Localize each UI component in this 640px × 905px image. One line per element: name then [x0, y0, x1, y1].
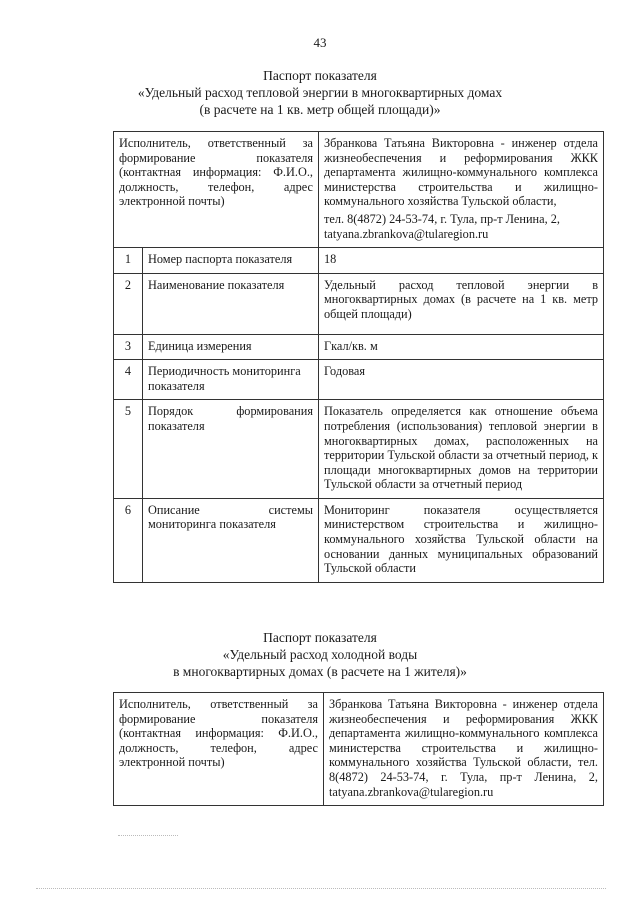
executor-row: [114, 693, 604, 806]
row-value: Удельный расход тепловой энергии в многоквартирных домах (в расчете на 1 кв. метр общей площади): [319, 273, 604, 334]
passport-1-table: [113, 131, 604, 583]
table-row: [114, 273, 604, 334]
row-label: Номер паспорта показателя: [143, 248, 319, 274]
executor-label: Исполнитель, ответственный за формирование показателя (контактная информация: Ф.И.О., должность, телефон, адрес электронной почты): [114, 693, 324, 806]
row-label: Наименование показателя: [143, 273, 319, 334]
table-row: [114, 498, 604, 582]
table-row: [114, 360, 604, 400]
scan-mark: [118, 835, 178, 836]
executor-contacts: тел. 8(4872) 24-53-74, г. Тула, пр-т Ленина, 2,: [324, 211, 560, 226]
executor-value: Збранкова Татьяна Викторовна - инженер отдела жизнеобеспечения и реформирования ЖКК департамента жилищно-коммунального комплекса министерства строительства и жилищно-коммунального хозяйства Тульской области, тел. 8(4872) 24-53-74, г. Тула, пр-т Ленина, 2, tatyana.zbrankova@tularegion.ru: [324, 693, 604, 806]
title-line: в многоквартирных домах (в расчете на 1 жителя)»: [173, 664, 467, 679]
row-number: 4: [114, 360, 143, 400]
title-line: Паспорт показателя: [263, 68, 377, 83]
row-value: Гкал/кв. м: [319, 334, 604, 360]
row-value: Годовая: [319, 360, 604, 400]
table-row: [114, 400, 604, 499]
passport-1-title: [0, 67, 640, 118]
row-label: Единица измерения: [143, 334, 319, 360]
row-value: Мониторинг показателя осуществляется министерством строительства и жилищно-коммунального хозяйства Тульской области на основании данных муниципальных образований Тульской области: [319, 498, 604, 582]
row-label: Описание системы мониторинга показателя: [143, 498, 319, 582]
passport-2-table: [113, 692, 604, 806]
title-line: «Удельный расход холодной воды: [222, 647, 418, 662]
executor-email: tatyana.zbrankova@tularegion.ru: [324, 226, 489, 241]
row-number: 6: [114, 498, 143, 582]
row-number: 3: [114, 334, 143, 360]
executor-label: Исполнитель, ответственный за формирование показателя (контактная информация: Ф.И.О., должность, телефон, адрес электронной почты): [114, 132, 319, 248]
row-number: 5: [114, 400, 143, 499]
row-number: 2: [114, 273, 143, 334]
row-value: 18: [319, 248, 604, 274]
title-line: (в расчете на 1 кв. метр общей площади)»: [199, 102, 441, 117]
passport-2-title: [0, 629, 640, 680]
row-label: Периодичность мониторинга показателя: [143, 360, 319, 400]
row-label: Порядок формирования показателя: [143, 400, 319, 499]
table-row: [114, 248, 604, 274]
scan-footer-line: [36, 888, 606, 889]
title-line: Паспорт показателя: [263, 630, 377, 645]
row-number: 1: [114, 248, 143, 274]
title-line: «Удельный расход тепловой энергии в многоквартирных домах: [137, 85, 503, 100]
executor-row: [114, 132, 604, 248]
executor-value: [319, 132, 604, 248]
page-number: 43: [313, 35, 327, 50]
table-row: [114, 334, 604, 360]
executor-text: Збранкова Татьяна Викторовна - инженер отдела жизнеобеспечения и реформирования ЖКК департамента жилищно-коммунального комплекса министерства строительства и жилищно-коммунального хозяйства Тульской области,: [324, 136, 598, 209]
row-value: Показатель определяется как отношение объема потребления (использования) тепловой энергии в многоквартирных домах, расположенных на территории Тульской области за отчетный период, к площади многоквартирных домов на территории Тульской области за отчетный период: [319, 400, 604, 499]
